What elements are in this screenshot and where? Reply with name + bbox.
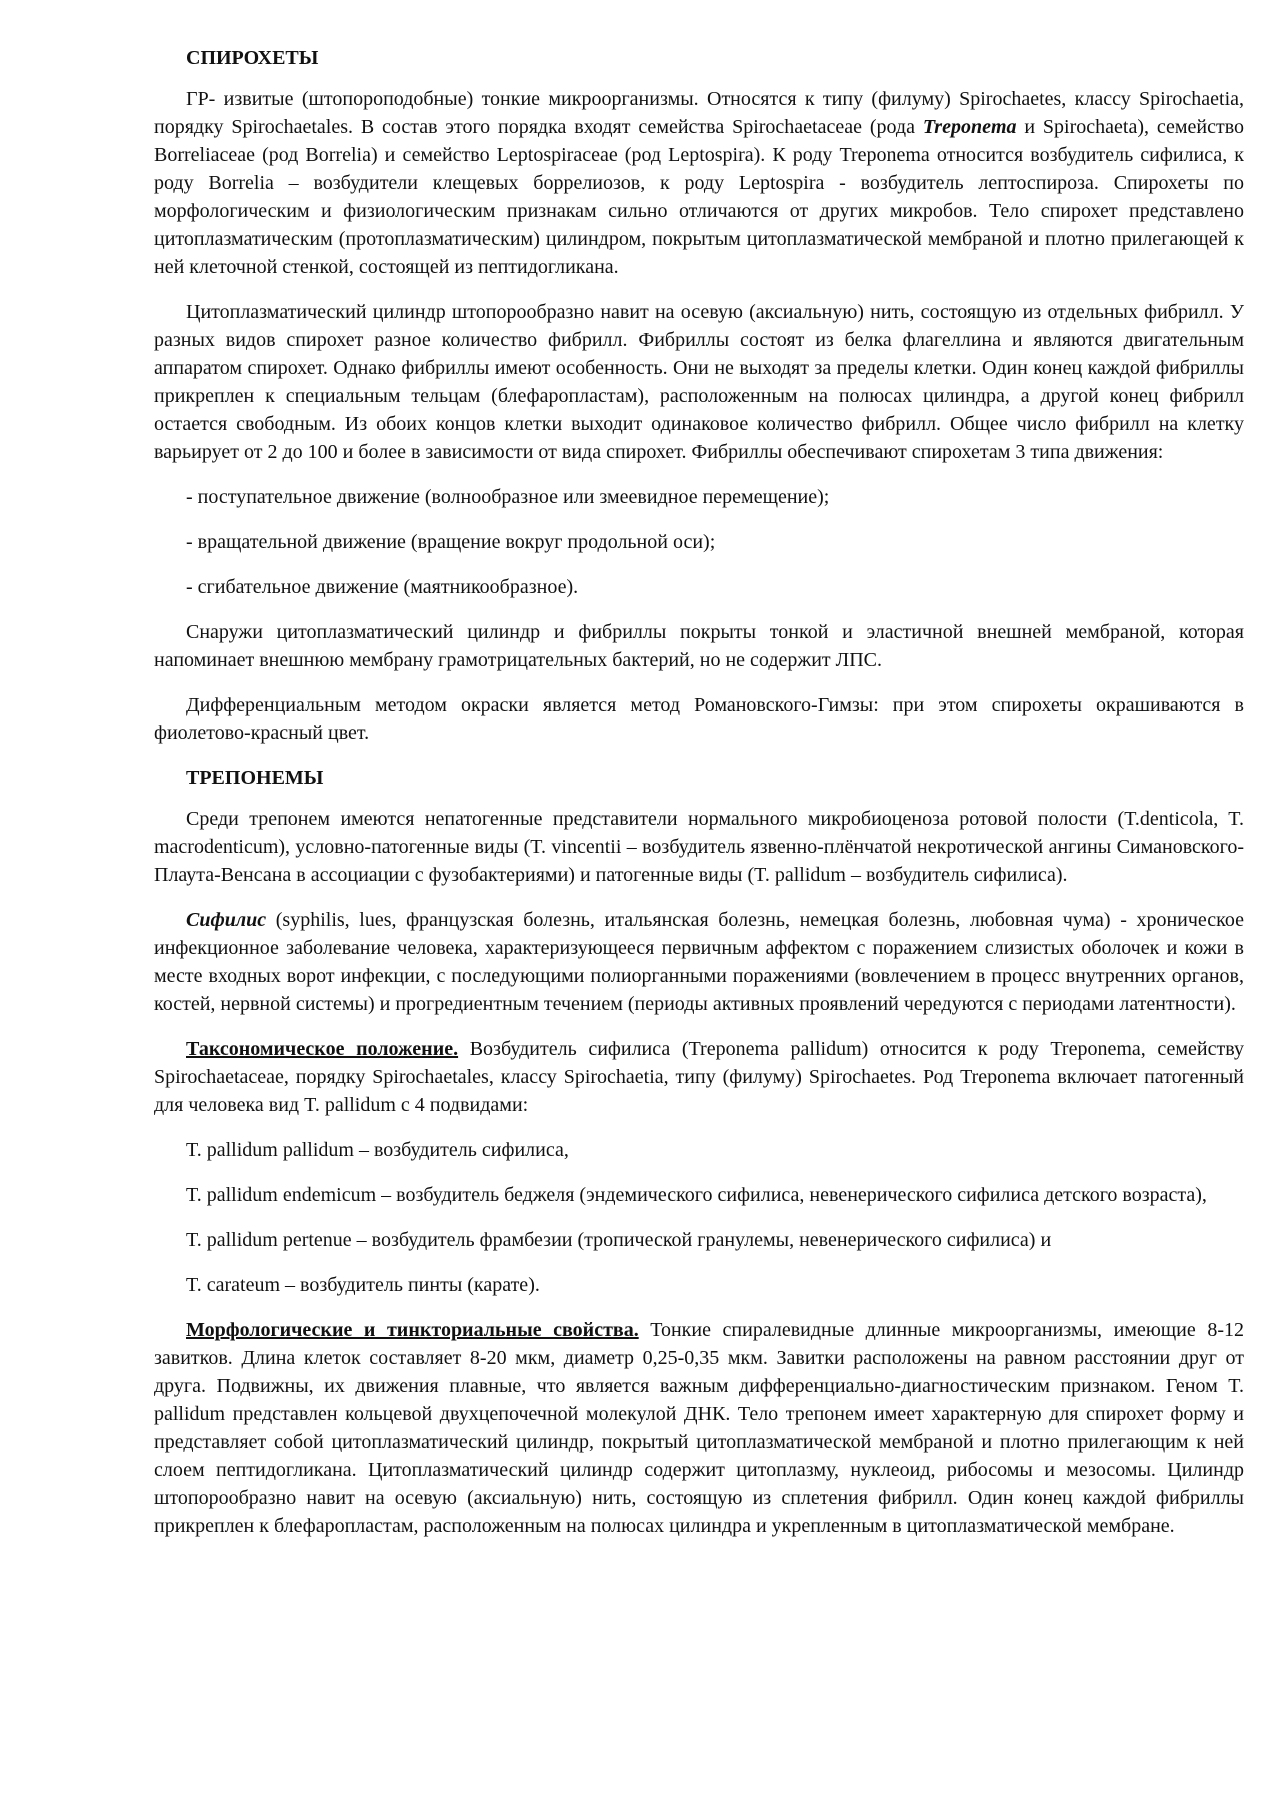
morphology-label: Морфологические и тинкториальные свойства. [186, 1319, 639, 1341]
subspecies-item: T. pallidum endemicum – возбудитель беджеля (эндемического сифилиса, невенерического сифилиса детского возраста), [186, 1184, 1207, 1206]
text-run: и Spirochaeta), семейство Borreliaceae (род Borrelia) и семейство Leptospiraceae (род Leptospira). К роду Treponema относится возбудитель сифилиса, к роду Borrelia – возбудители клещевых боррелиозов, к роду Leptospira - возбудитель лептоспироза. Спирохеты по морфологическим и физиологическим признакам сильно отличаются от других микробов. Тело спирохет представлено цитоплазматическим (протоплазматическим) цилиндром, покрытым цитоплазматической мембраной и плотно прилегающей к ней клеточной стенкой, состоящей из пептидогликана. [154, 116, 1244, 278]
movement-item: - поступательное движение (волнообразное или змеевидное перемещение); [186, 486, 830, 508]
movement-item: - вращательной движение (вращение вокруг продольной оси); [186, 531, 716, 553]
text-run: ГР- извитые (штопороподобные) тонкие микроорганизмы. Относятся к типу (филуму) Spirochaetes, классу Spirochaetia, порядку Spirochaetales. В состав этого порядка входят семейства Spirochaetaceae (рода [154, 88, 1244, 138]
taxonomy-label: Таксономическое положение. [186, 1038, 459, 1060]
genus-emphasis: Treponema [922, 116, 1017, 138]
section-title-treponemes: ТРЕПОНЕМЫ [186, 767, 324, 789]
staining-paragraph: Дифференциальным методом окраски является метод Романовского-Гимзы: при этом спирохеты окрашиваются в фиолетово-красный цвет. [154, 694, 1244, 744]
treponemes-intro-paragraph: Среди трепонем имеются непатогенные представители нормального микробиоценоза ротовой полости (T.denticola, T. macrodenticum), условно-патогенные виды (T. vincentii – возбудитель язвенно-плёнчатой некротической ангины Симановского-Плаута-Венсана в ассоциации с фузобактериями) и патогенные виды (T. pallidum – возбудитель сифилиса). [154, 808, 1244, 886]
subspecies-item: T. pallidum pallidum – возбудитель сифилиса, [186, 1139, 569, 1161]
syphilis-paragraph [154, 906, 1244, 1018]
subspecies-item: T. carateum – возбудитель пинты (карате). [186, 1274, 540, 1296]
text-run: Возбудитель сифилиса (Treponema pallidum) относится к роду Treponema, семейству Spirochaetaceae, порядку Spirochaetales, классу Spirochaetia, типу (филуму) Spirochaetes. Род Treponema включает патогенный для человека вид T. pallidum с 4 подвидами: [154, 1038, 1244, 1116]
section-title-spirochetes: СПИРОХЕТЫ [186, 47, 319, 69]
document-page [154, 44, 1244, 1557]
subspecies-item: T. pallidum pertenue – возбудитель фрамбезии (тропической гранулемы, невенерического сифилиса) и [186, 1229, 1052, 1251]
cylinder-paragraph: Цитоплазматический цилиндр штопорообразно навит на осевую (аксиальную) нить, состоящую из отдельных фибрилл. У разных видов спирохет разное количество фибрилл. Фибриллы состоят из белка флагеллина и являются двигательным аппаратом спирохет. Однако фибриллы имеют особенность. Они не выходят за пределы клетки. Один конец каждой фибриллы прикреплен к специальным тельцам (блефаропластам), расположенным на полюсах цилиндра, а другой конец фибрилл остается свободным. Из обоих концов клетки выходит одинаковое количество фибрилл. Общее число фибрилл на клетку варьирует от 2 до 100 и более в зависимости от вида спирохет. Фибриллы обеспечивают спирохетам 3 типа движения: [154, 301, 1244, 463]
text-run: Тонкие спиралевидные длинные микроорганизмы, имеющие 8-12 завитков. Длина клеток составляет 8-20 мкм, диаметр 0,25-0,35 мкм. Завитки расположены на равном расстоянии друг от друга. Подвижны, их движения плавные, что является важным дифференциально-диагностическим признаком. Геном T. pallidum представлен кольцевой двухцепочечной молекулой ДНК. Тело трепонем имеет характерную для спирохет форму и представляет собой цитоплазматический цилиндр, покрытый цитоплазматической мембраной и плотно прилегающим к ней слоем пептидогликана. Цитоплазматический цилиндр содержит цитоплазму, нуклеоид, рибосомы и мезосомы. Цилиндр штопорообразно навит на осевую (аксиальную) нить, состоящую из сплетения фибрилл. Один конец каждой фибриллы прикреплен к блефаропластам, расположенным на полюсах цилиндра и укрепленным в цитоплазматической мембране. [154, 1319, 1244, 1537]
spirochetes-intro-paragraph [154, 85, 1244, 281]
text-run: (syphilis, lues, французская болезнь, итальянская болезнь, немецкая болезнь, любовная чума) - хроническое инфекционное заболевание человека, характеризующееся первичным аффектом с поражением слизистых оболочек и кожи в месте входных ворот инфекции, с последующими полиорганными поражениями (вовлечением в процесс внутренних органов, костей, нервной системы) и прогредиентным течением (периоды активных проявлений чередуются с периодами латентности). [154, 909, 1244, 1015]
morphology-paragraph [154, 1316, 1244, 1540]
syphilis-term: Сифилис [186, 909, 267, 931]
movement-item: - сгибательное движение (маятникообразное). [186, 576, 579, 598]
outer-membrane-paragraph: Снаружи цитоплазматический цилиндр и фибриллы покрыты тонкой и эластичной внешней мембраной, которая напоминает внешнюю мембрану грамотрицательных бактерий, но не содержит ЛПС. [154, 621, 1244, 671]
taxonomy-paragraph [154, 1035, 1244, 1119]
